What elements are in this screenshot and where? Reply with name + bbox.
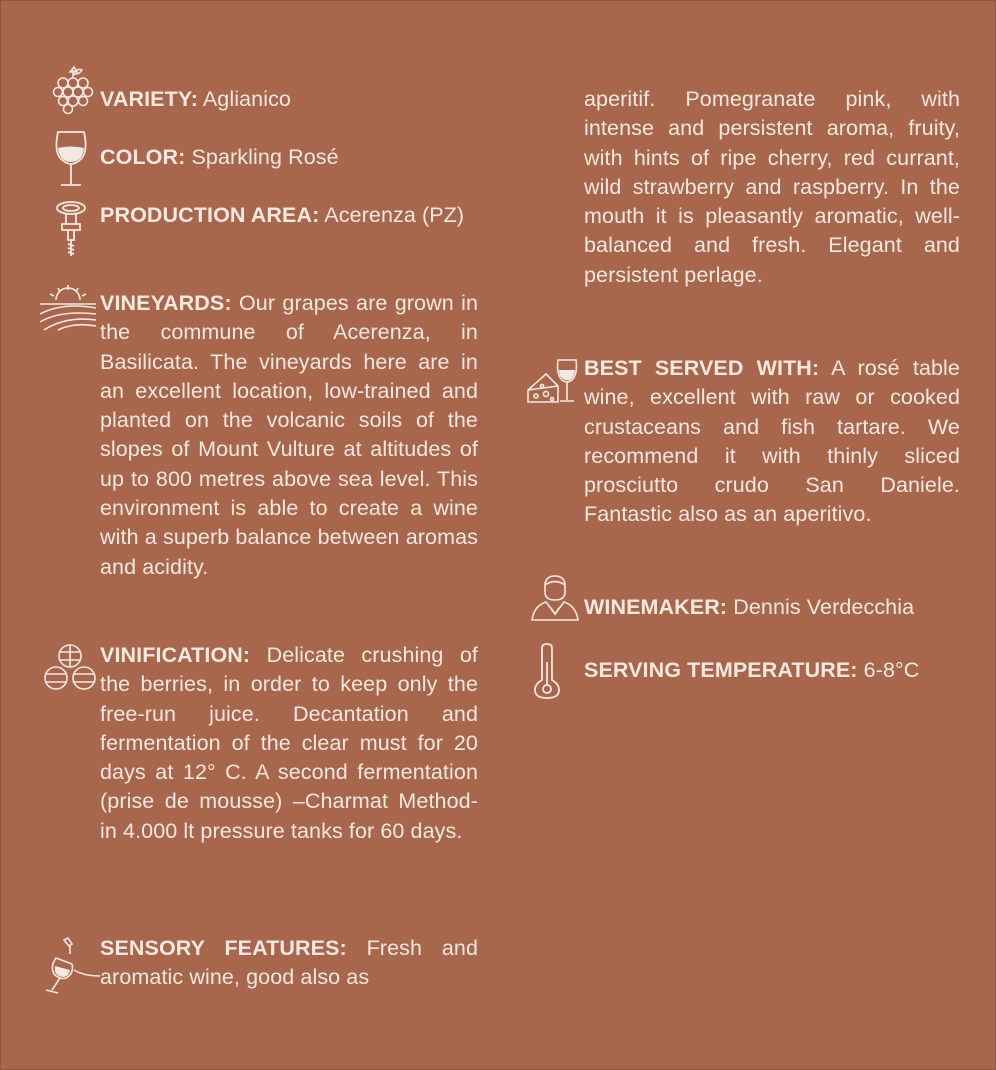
pouring-glass-icon	[42, 936, 102, 996]
sensory-features-text-right: aperitif. Pomegranate pink, with intense and persistent aroma, fruity, with hints of ripe cherry, red currant, wild strawberry and raspberry. In the mouth it is pleasantly aromatic, well-balanced and fresh. Elegant and persistent perlage.	[584, 87, 960, 287]
barrels-icon	[42, 642, 98, 694]
sensory-features-continued	[584, 85, 960, 290]
serving-temperature-section	[584, 656, 960, 685]
best-served-with-label: BEST SERVED WITH:	[584, 356, 820, 380]
winemaker-icon	[528, 574, 582, 622]
vineyards-section	[100, 289, 478, 582]
serving-temperature-text: 6-8°C	[863, 658, 920, 682]
vineyards-label: VINEYARDS:	[100, 291, 232, 315]
wine-glass-icon	[46, 128, 96, 190]
sensory-features-label: SENSORY FEATURES:	[100, 936, 347, 960]
thermometer-icon	[532, 642, 562, 700]
sunrise-hills-icon	[38, 284, 98, 334]
color-section	[100, 143, 478, 172]
variety-text: Aglianico	[202, 87, 291, 111]
winemaker-label: WINEMAKER:	[584, 595, 728, 619]
production-area-text: Acerenza (PZ)	[324, 203, 465, 227]
corkscrew-icon	[46, 198, 96, 262]
color-text: Sparkling Rosé	[191, 145, 339, 169]
production-area-section	[100, 201, 478, 230]
vinification-section	[100, 641, 478, 846]
color-label: COLOR:	[100, 145, 186, 169]
winemaker-section	[584, 593, 960, 622]
variety-section	[100, 85, 478, 114]
vineyards-text: Our grapes are grown in the commune of Acerenza, in Basilicata. The vineyards here are in an excellent location, low-trained and planted on the volcanic soils of the slopes of Mount Vulture at altitudes of up to 800 metres above sea level. This environment is able to create a wine with a superb balance between aromas and acidity.	[100, 291, 479, 579]
winemaker-text: Dennis Verdecchia	[733, 595, 915, 619]
sensory-features-section	[100, 934, 478, 993]
production-area-label: PRODUCTION AREA:	[100, 203, 320, 227]
best-served-with-text: A rosé table wine, excellent with raw or cooked crustaceans and fish tartare. We recommend it with thinly sliced prosciutto crudo San Daniele. Fantastic also as an aperitivo.	[584, 356, 960, 527]
serving-temperature-label: SERVING TEMPERATURE:	[584, 658, 858, 682]
best-served-with-section	[584, 354, 960, 530]
vinification-text: Delicate crushing of the berries, in order to keep only the free-run juice. Decantation and fermentation of the clear must for 20 days at 12° C. A second fermentation (prise de mousse) –Charmat Method- in 4.000 lt pressure tanks for 60 days.	[100, 643, 478, 843]
cheese-wine-icon	[524, 356, 580, 410]
grapes-icon	[48, 64, 98, 118]
vinification-label: VINIFICATION:	[100, 643, 251, 667]
sensory-features-text-left: Fresh and aromatic wine, good also as	[100, 936, 478, 990]
variety-label: VARIETY:	[100, 87, 198, 111]
